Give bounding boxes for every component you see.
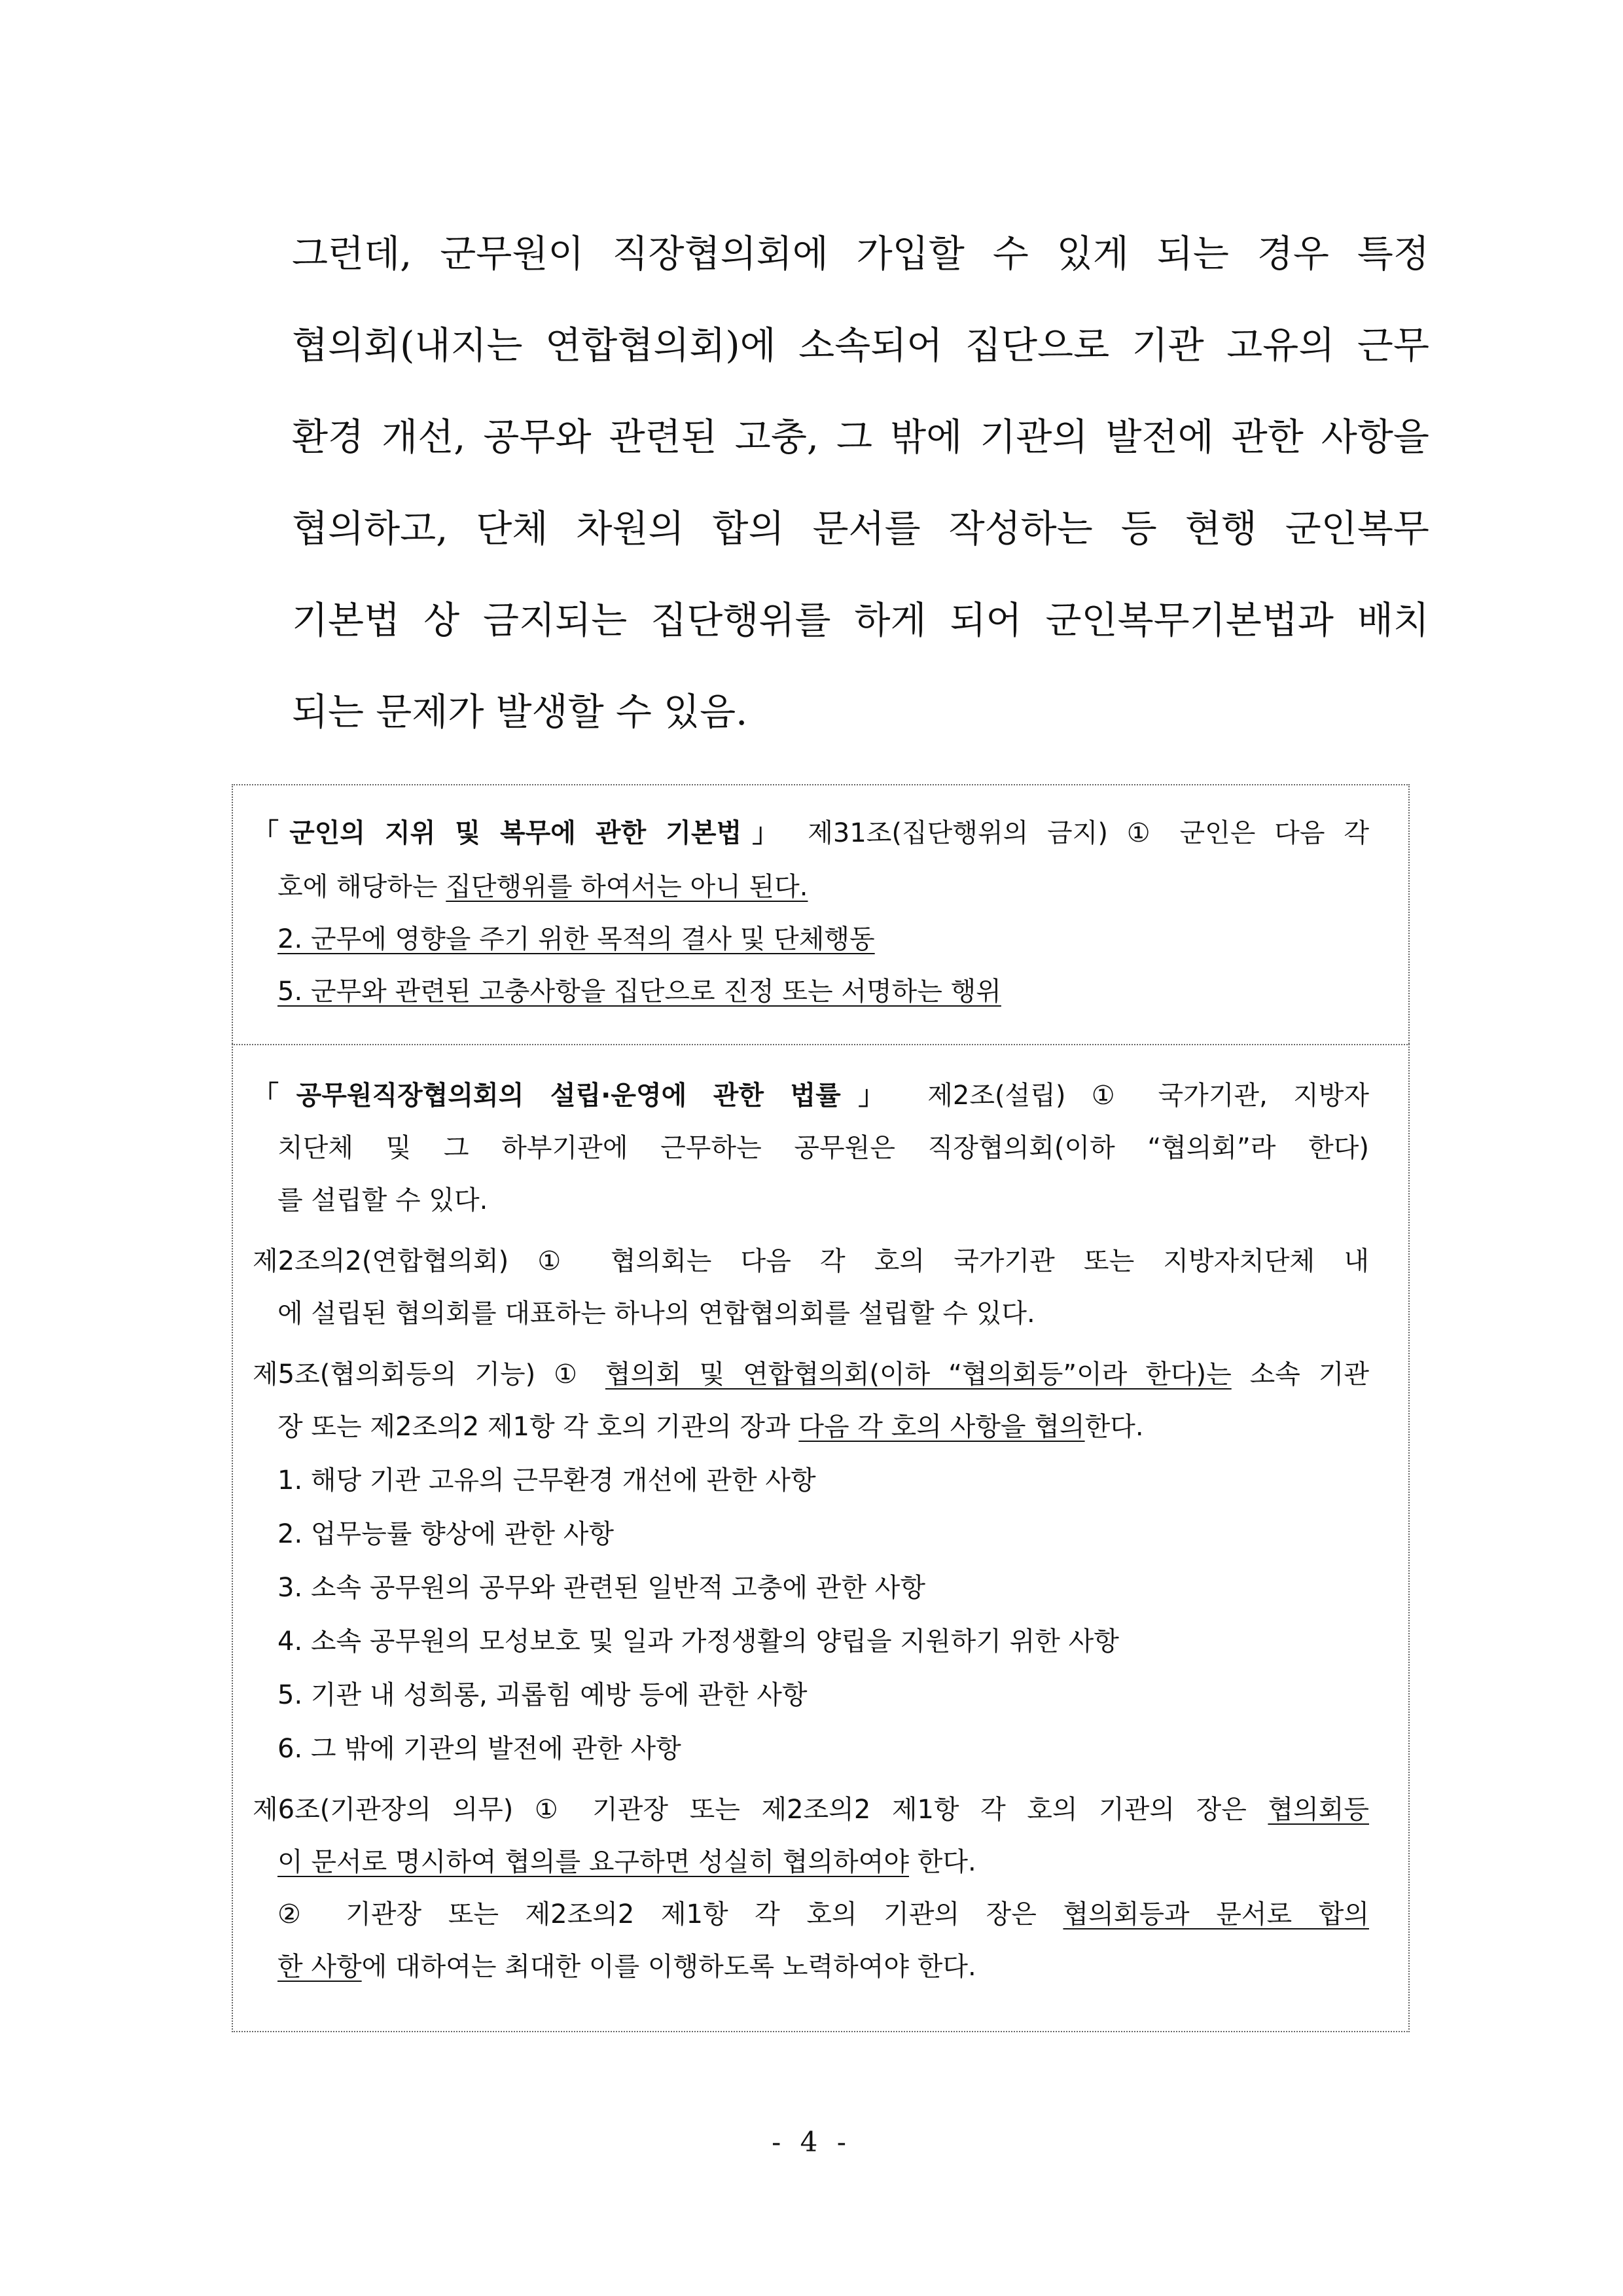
box2-item: 1. 해당 기관 고유의 근무환경 개선에 관한 사항 — [277, 1465, 816, 1496]
box2-item: 2. 업무능률 향상에 관한 사항 — [277, 1519, 615, 1549]
box2-item: 4. 소속 공무원의 모성보호 및 일과 가정생활의 양립을 지원하기 위한 사항 — [277, 1626, 1119, 1657]
box2-article6-para2-line1: ② 기관장 또는 제2조의2 제1항 각 호의 기관의 장은 협의회등과 문서로 합의 — [277, 1899, 1369, 1929]
box2-item: 5. 기관 내 성희롱, 괴롭힘 예방 등에 관한 사항 — [277, 1680, 808, 1710]
box2-article5-line1: 제5조(협의회등의 기능) ① 협의회 및 연합협의회(이하 “협의회등”이라 한다)는 소속 기관 — [253, 1359, 1369, 1390]
body-paragraph — [292, 208, 1429, 758]
law-excerpt-box-military — [232, 784, 1410, 1044]
paragraph-line: 협의하고, 단체 차원의 합의 문서를 작성하는 등 현행 군인복무 — [292, 507, 1429, 550]
box2-article2-line2: 치단체 및 그 하부기관에 근무하는 공무원은 직장협의회(이하 “협의회”라 한다) — [277, 1133, 1369, 1163]
box2-article2-line3: 를 설립할 수 있다. — [277, 1185, 488, 1215]
box2-article6-para2-line2: 한 사항에 대하여는 최대한 이를 이행하도록 노력하여야 한다. — [277, 1952, 976, 1982]
box2-article5-line2: 장 또는 제2조의2 제1항 각 호의 기관의 장과 다음 각 호의 사항을 협의한다. — [277, 1412, 1144, 1442]
box2-item: 6. 그 밖에 기관의 발전에 관한 사항 — [277, 1734, 681, 1764]
box2-article2-line1: 「공무원직장협의회의 설립·운영에 관한 법률」 제2조(설립) ① 국가기관, 지방자 — [253, 1081, 1369, 1111]
law-excerpt-box-civil-service — [232, 1044, 1410, 2032]
paragraph-line: 그런데, 군무원이 직장협의회에 가입할 수 있게 되는 경우 특정 — [292, 232, 1429, 276]
box2-article2-2-line1: 제2조의2(연합협의회) ① 협의회는 다음 각 호의 국가기관 또는 지방자치단체 내 — [253, 1246, 1369, 1276]
box1-line-2: 호에 해당하는 집단행위를 하여서는 아니 된다. — [277, 872, 808, 902]
paragraph-line: 환경 개선, 공무와 관련된 고충, 그 밖에 기관의 발전에 관한 사항을 — [292, 416, 1429, 459]
box2-article2-2-line2: 에 설립된 협의회를 대표하는 하나의 연합협의회를 설립할 수 있다. — [277, 1299, 1035, 1329]
paragraph-line: 협의회(내지는 연합협의회)에 소속되어 집단으로 기관 고유의 근무 — [292, 324, 1429, 367]
page-number: - 4 - — [772, 2126, 851, 2158]
box2-article6-line1: 제6조(기관장의 의무) ① 기관장 또는 제2조의2 제1항 각 호의 기관의 장은 협의회등 — [253, 1795, 1369, 1825]
law-title: 「군인의 지위 및 복무에 관한 기본법」 — [253, 818, 789, 848]
box2-item: 3. 소속 공무원의 공무와 관련된 일반적 고충에 관한 사항 — [277, 1573, 925, 1603]
law-title: 「공무원직장협의회의 설립·운영에 관한 법률」 — [253, 1081, 902, 1111]
box2-article6-line2: 이 문서로 명시하여 협의를 요구하면 성실히 협의하여야 한다. — [277, 1847, 976, 1877]
box1-item-5: 5. 군무와 관련된 고충사항을 집단으로 진정 또는 서명하는 행위 — [277, 977, 1001, 1007]
paragraph-line: 되는 문제가 발생할 수 있음. — [292, 691, 748, 734]
box1-line-1: 「군인의 지위 및 복무에 관한 기본법」 제31조(집단행위의 금지) ① 군인은 다음 각 — [253, 818, 1370, 848]
paragraph-line: 기본법 상 금지되는 집단행위를 하게 되어 군인복무기본법과 배치 — [292, 599, 1429, 642]
box1-item-2: 2. 군무에 영향을 주기 위한 목적의 결사 및 단체행동 — [277, 924, 875, 954]
